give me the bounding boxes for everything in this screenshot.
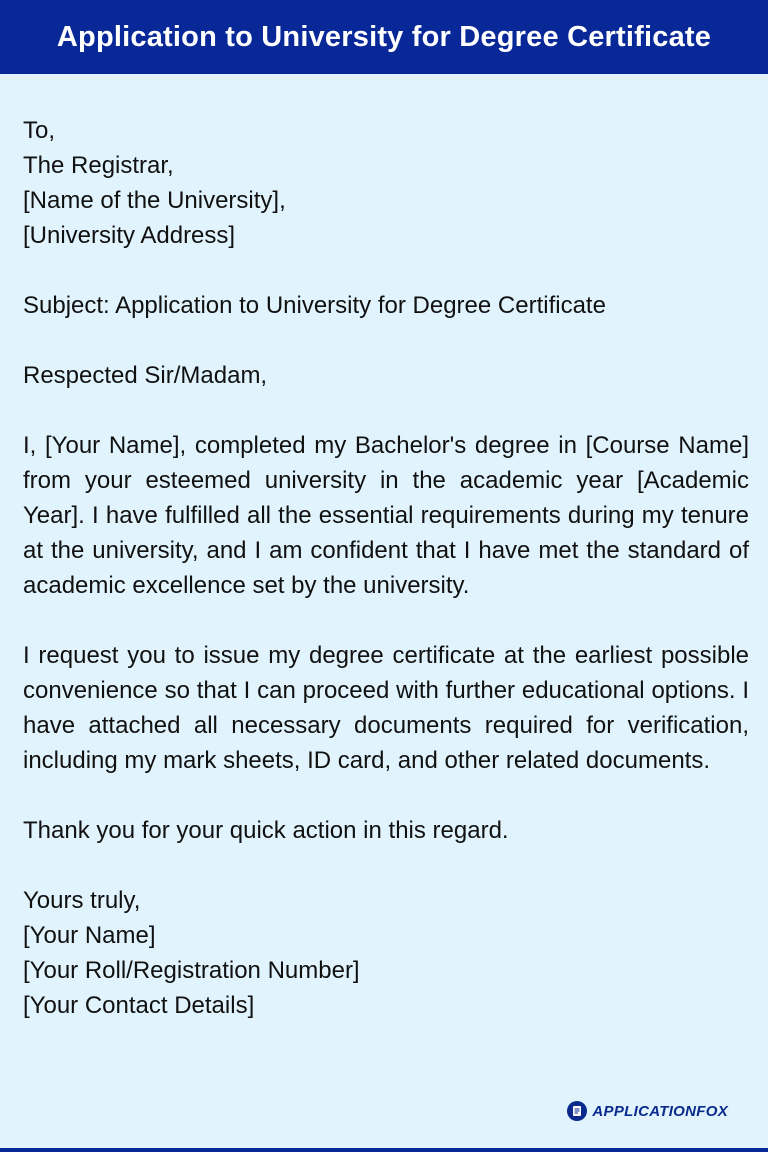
signature-line: [Your Name] bbox=[23, 922, 156, 949]
spacer bbox=[23, 393, 749, 428]
body-paragraph: I request you to issue my degree certificate at the earliest possible convenience so that I can proceed with further educational options. I have attached all necessary documents required for verification, including my mark sheets, ID card, and other related documents. bbox=[23, 642, 749, 774]
address-line: The Registrar, bbox=[23, 152, 174, 179]
spacer bbox=[23, 253, 749, 288]
page-title: Application to University for Degree Certificate bbox=[56, 20, 712, 53]
subject-line: Subject: Application to University for Degree Certificate bbox=[23, 292, 606, 319]
spacer bbox=[23, 323, 749, 358]
title-banner bbox=[0, 0, 768, 74]
letter-body bbox=[23, 113, 749, 1023]
closing: Yours truly, bbox=[23, 887, 141, 914]
signature-block bbox=[23, 918, 749, 1023]
recipient-address bbox=[23, 113, 749, 253]
address-line: To, bbox=[23, 117, 56, 144]
spacer bbox=[23, 603, 749, 638]
signature-line: [Your Contact Details] bbox=[23, 992, 255, 1019]
signature-line: [Your Roll/Registration Number] bbox=[23, 957, 360, 984]
bottom-border bbox=[0, 1148, 768, 1152]
body-paragraph: I, [Your Name], completed my Bachelor's degree in [Course Name] from your esteemed university in the academic year [Academic Year]. I have fulfilled all the essential requirements during my tenure at the university, and I am confident that I have met the standard of academic excellence set by the university. bbox=[23, 432, 749, 599]
address-line: [Name of the University], bbox=[23, 187, 286, 214]
salutation: Respected Sir/Madam, bbox=[23, 362, 268, 389]
spacer bbox=[23, 848, 749, 883]
thanks-line: Thank you for your quick action in this regard. bbox=[23, 817, 509, 844]
logo-text: APPLICATIONFOX bbox=[592, 1102, 728, 1120]
address-line: [University Address] bbox=[23, 222, 236, 249]
document-icon bbox=[567, 1101, 587, 1121]
spacer bbox=[23, 778, 749, 813]
brand-logo bbox=[567, 1101, 728, 1121]
